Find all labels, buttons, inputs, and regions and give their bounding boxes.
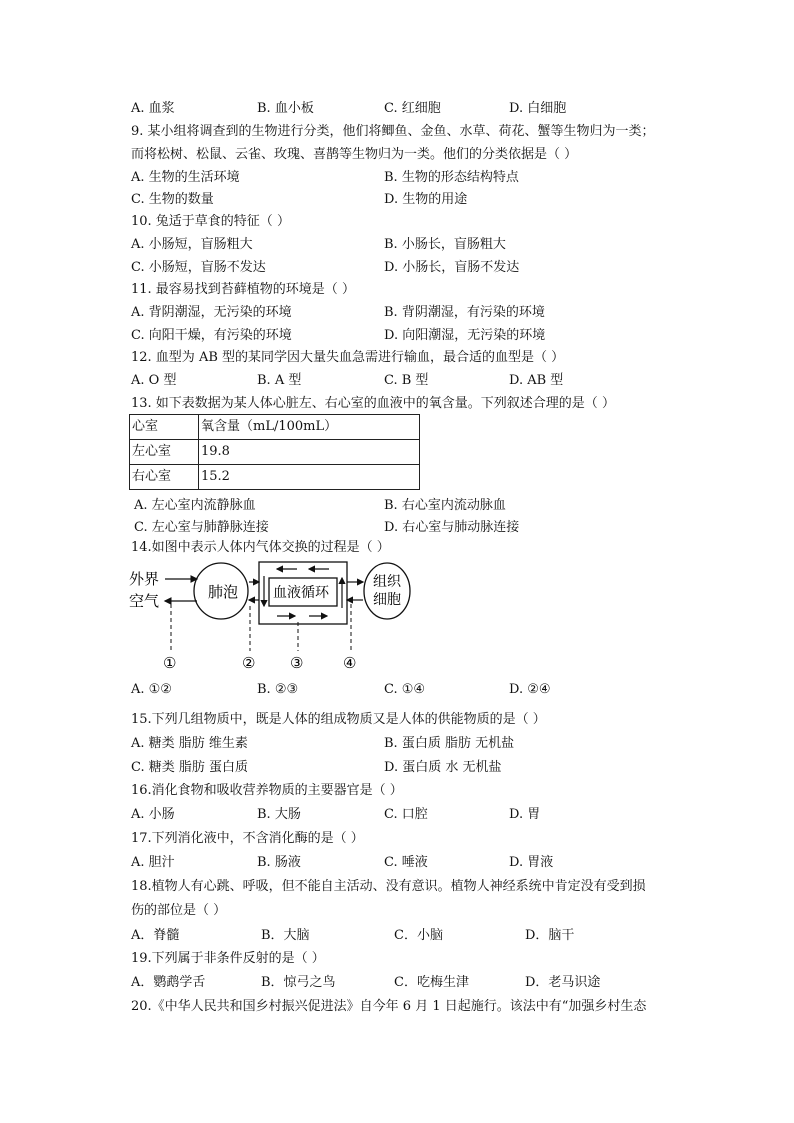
table-cell: 右心室: [130, 465, 199, 490]
q9-option-a: A. 生物的生活环境: [131, 170, 240, 185]
q16-option-a: A. 小肠: [131, 807, 175, 822]
table-row: [130, 465, 420, 490]
q14-option-a: A. ①②: [131, 682, 172, 697]
q19-option-b: B．惊弓之鸟: [261, 975, 336, 990]
q17-option-c: C. 唾液: [384, 855, 428, 870]
tissue-cell-label: 细胞: [373, 592, 401, 608]
marker-3: ③: [290, 654, 304, 672]
q19-option-d: D．老马识途: [525, 975, 601, 990]
table-cell: 19.8: [199, 440, 420, 465]
q8-option-d: D. 白细胞: [509, 101, 567, 116]
q20-stem-line1: 20.《中华人民共和国乡村振兴促进法》自今年 6 月 1 日起施行。该法中有“加强乡村生态: [131, 999, 647, 1014]
q18-option-a: A．脊髓: [131, 928, 180, 943]
q16-stem: 16.消化食物和吸收营养物质的主要器官是（ ）: [131, 783, 403, 798]
q12-option-a: A. O 型: [131, 373, 177, 388]
q9-stem-line2: 而将松树、松鼠、云雀、玫瑰、喜鹊等生物归为一类。他们的分类依据是（ ）: [131, 147, 578, 162]
q18-stem-line1: 18.植物人有心跳、呼吸，但不能自主活动、没有意识。植物人神经系统中肯定没有受到损: [131, 879, 646, 894]
q16-option-d: D. 胃: [509, 807, 541, 822]
q15-option-d: D. 蛋白质 水 无机盐: [384, 760, 502, 775]
q15-option-b: B. 蛋白质 脂肪 无机盐: [384, 736, 515, 751]
q18-stem-line2: 伤的部位是（ ）: [131, 903, 227, 918]
marker-4: ④: [343, 654, 357, 672]
q17-stem: 17.下列消化液中，不含消化酶的是（ ）: [131, 831, 364, 846]
q9-option-b: B. 生物的形态结构特点: [384, 170, 519, 185]
q18-option-b: B．大脑: [261, 928, 310, 943]
q10-option-b: B. 小肠长，盲肠粗大: [384, 237, 506, 252]
q9-option-d: D. 生物的用途: [384, 192, 468, 207]
q12-option-c: C. B 型: [384, 373, 429, 388]
q8-option-a: A. 血浆: [131, 101, 175, 116]
q11-option-a: A. 背阴潮湿，无污染的环境: [131, 305, 292, 320]
q14-option-c: C. ①④: [384, 682, 426, 697]
tissue-cell-label: 组织: [373, 574, 401, 590]
q16-option-c: C. 口腔: [384, 807, 428, 822]
q19-option-a: A．鹦鹉学舌: [131, 975, 206, 990]
q15-option-a: A. 糖类 脂肪 维生素: [131, 736, 248, 751]
gas-exchange-diagram: [129, 560, 419, 678]
table-cell: 左心室: [130, 440, 199, 465]
q11-option-d: D. 向阳潮湿，无污染的环境: [384, 328, 546, 343]
q8-option-b: B. 血小板: [257, 101, 314, 116]
q11-option-b: B. 背阴潮湿，有污染的环境: [384, 305, 545, 320]
q9-stem-line1: 9. 某小组将调查到的生物进行分类，他们将鲫鱼、金鱼、水草、荷花、蟹等生物归为一类；: [131, 124, 655, 139]
q14-stem: 14.如图中表示人体内气体交换的过程是（ ）: [131, 540, 390, 555]
table-header-cell: 氧含量（mL/100mL）: [199, 415, 420, 440]
q17-option-d: D. 胃液: [509, 855, 554, 870]
q13-option-d: D. 右心室与肺动脉连接: [384, 520, 520, 535]
table-header-cell: 心室: [130, 415, 199, 440]
table-row: [130, 440, 420, 465]
q17-option-a: A. 胆汁: [131, 855, 175, 870]
q11-option-c: C. 向阳干燥，有污染的环境: [131, 328, 292, 343]
q9-option-c: C. 生物的数量: [131, 192, 214, 207]
q13-option-a: A. 左心室内流静脉血: [134, 498, 256, 513]
q12-option-b: B. A 型: [257, 373, 302, 388]
q12-option-d: D. AB 型: [509, 373, 564, 388]
q10-option-d: D. 小肠长，盲肠不发达: [384, 260, 520, 275]
q14-option-d: D. ②④: [509, 682, 551, 697]
blood-circulation-label: 血液循环: [273, 585, 329, 601]
q11-stem: 11. 最容易找到苔藓植物的环境是（ ）: [131, 282, 355, 297]
q12-stem: 12. 血型为 AB 型的某同学因大量失血急需进行输血，最合适的血型是（ ）: [131, 350, 565, 365]
q8-option-c: C. 红细胞: [384, 101, 441, 116]
q19-stem: 19.下列属于非条件反射的是（ ）: [131, 951, 325, 966]
q15-stem: 15.下列几组物质中，既是人体的组成物质又是人体的供能物质的是（ ）: [131, 712, 546, 727]
q18-option-c: C．小脑: [394, 928, 443, 943]
q17-option-b: B. 肠液: [257, 855, 301, 870]
q16-option-b: B. 大肠: [257, 807, 301, 822]
q19-option-c: C．吃梅生津: [394, 975, 469, 990]
q15-option-c: C. 糖类 脂肪 蛋白质: [131, 760, 249, 775]
q10-option-a: A. 小肠短，盲肠粗大: [131, 237, 253, 252]
outside-air-label: 外界: [129, 570, 160, 588]
tissue-cell-circle: [364, 563, 410, 619]
table-header-row: [130, 415, 420, 440]
q13-stem: 13. 如下表数据为某人体心脏左、右心室的血液中的氧含量。下列叙述合理的是（ ）: [131, 396, 615, 411]
q13-option-c: C. 左心室与肺静脉连接: [134, 520, 269, 535]
marker-2: ②: [242, 654, 256, 672]
marker-1: ①: [163, 654, 177, 672]
q13-option-b: B. 右心室内流动脉血: [384, 498, 506, 513]
alveoli-label: 肺泡: [208, 583, 239, 601]
oxygen-table: [129, 414, 420, 490]
q18-option-d: D．脑干: [525, 928, 575, 943]
q10-stem: 10. 兔适于草食的特征（ ）: [131, 214, 290, 229]
outside-air-label: 空气: [129, 592, 160, 610]
table-cell: 15.2: [199, 465, 420, 490]
q10-option-c: C. 小肠短，盲肠不发达: [131, 260, 266, 275]
q14-option-b: B. ②③: [257, 682, 299, 697]
